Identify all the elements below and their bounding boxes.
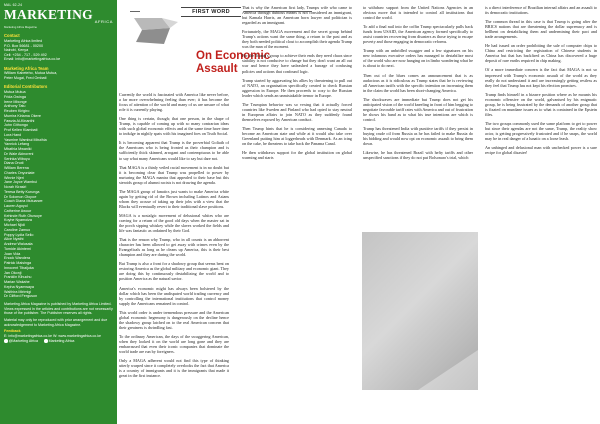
reproduction-note: Material may only be reproduced with prior arrangement and due acknowledgement to Marketing Africa Magazine.	[4, 318, 108, 327]
contact-line: P.O. Box 56681 - 00200	[4, 43, 44, 48]
magazine-logo: MARKETING	[4, 7, 93, 22]
body-paragraph: The Trumpian behavior was so vexing that it actually forced countries like Sweden and Finland who had opted to stay neutral in European affairs to join NATO as they suddenly found themselves exposed by American conduct.	[242, 101, 352, 122]
contributor-name: Teresa Betty Kurunga	[4, 189, 40, 194]
body-paragraph: To add a final nail into the coffin Trump spectacularly pulls back funds from USAID, the American agency formed specifically to assist countries recovering from disasters as those trying to escape poverty and those engaging in democratic reforms.	[363, 24, 473, 45]
body-paragraph: The shockwaves are immediate but Trump does not get his anticipated vision of the world kneeling in front of him begging to negotiate favorable tariff rates with America and out of frustration he shows his hand as to what his true intentions are which is control.	[363, 96, 473, 122]
team-line: Peter Mugai, Fred Ombati	[4, 75, 47, 80]
column-3	[363, 5, 473, 164]
contributor-name: Jane Joyce Wambui	[4, 180, 38, 185]
contributor-name: Irene Mbonge	[4, 99, 27, 104]
contributor-name: Franklin Kihuchu	[4, 275, 32, 280]
body-paragraph: is a direct interference of Brazilian internal affairs and an assault to its democratic institutions.	[485, 5, 597, 16]
feedback-contacts[interactable]: E: info@marketingafrica.co.ke W: www.marketingafrica.co.ke	[4, 333, 102, 338]
column-4	[485, 5, 597, 159]
contact-heading: Contact	[4, 33, 20, 38]
contributor-name: Alice Nyathi	[4, 237, 24, 242]
body-paragraph: He had issued an order prohibiting the sale of computer chips to China and restricting the registration of Chinese students in America but that has backfired as China has discovered a huge deposit of rare earths required in chip making.	[485, 43, 597, 64]
body-paragraph: Then out of the blues comes an announcement that is as audacious as it is ridiculous as Trump states that he is reviewing all American tariffs with the specific intention on increasing them in the claim the world has been short-changing America.	[363, 72, 473, 93]
contributor-name: Dr Solomon Olopoe	[4, 194, 37, 199]
contributor-name: Caroline Zamuo	[4, 227, 31, 232]
body-paragraph: Trump finds himself in a bizarre position where as he mounts his economic offensive on the world, galvanised by his enigmatic group, he is being frustrated by the demands of another group that is fixated on mundane issues as to what is contained in the Epstein files.	[485, 91, 597, 117]
contact-email[interactable]: Email: Info@marketingafrica.co.ke	[4, 57, 61, 62]
body-paragraph: That is the reason why Trump, who in all counts is an abhorrent character has been allowed to get away with crimes even by the Evangelicals as long as he cleans up America, this is their best champion and they are during the world.	[119, 237, 229, 258]
team-line: William Kabeteho, Mutua Mutua,	[4, 70, 58, 75]
twitter-icon	[4, 339, 8, 343]
contributor-name: Poppy Lydia Sello	[4, 232, 34, 237]
contributor-name: Jan Okonji	[4, 270, 22, 275]
body-paragraph: It is becoming apparent that Trump is the proverbial Goliath of the Americans who is being fronted as their champion and is sufficiently thick skinned, arrogant and contemptuous to be able to say what many Americans would like to say but dare not.	[119, 140, 229, 161]
body-paragraph: But Trump is also a front for a shadowy group that seems bent on restoring America as the global military and economic giant. They are doing this by continuously destabilizing the world and to position America as the natural savior.	[119, 261, 229, 282]
contact-block	[4, 39, 113, 62]
contributors-list	[4, 90, 113, 299]
body-paragraph: To the ordinary American, the days of the swaggering American, when they looked it on the world are long gone and they are embarrassed that even their iconic companies that dominate the world trade are run by foreigners.	[119, 333, 229, 355]
column-1	[119, 92, 229, 382]
contributor-name: John Githongo	[4, 123, 28, 128]
contributor-name: Kepha Nyamwaya	[4, 284, 34, 289]
contributor-name: Serinka Wiboyu	[4, 156, 30, 161]
contributor-name: Patrick Maisinga	[4, 261, 32, 266]
body-paragraph: MAGA is a nostalgic movement of delusional whites who are craving for a return of the good old days when the master sat in the porch sipping whiskey while the slaves worked the fields and life was fantastic as ordained by their God.	[119, 212, 229, 234]
contributor-name: William Berena	[4, 166, 29, 171]
issue-number: MAL 62-24	[4, 3, 23, 7]
contributor-name: Enock Wandera	[4, 256, 31, 261]
contributor-name: Norah Kirasiri	[4, 185, 27, 190]
section-banner	[181, 7, 241, 17]
contributor-name: Yasmine Wambui Mbuthia	[4, 137, 47, 142]
facebook-handle: Marketing Africa	[48, 339, 75, 343]
body-paragraph: Currently the world is fascinated with America like never before, a far more overwhelming feeling than ever; it has become the focus of attention of the world and many of us are unsure of what role it is currently playing.	[119, 92, 229, 113]
facebook-icon	[44, 339, 48, 343]
header-rule-left	[130, 11, 140, 12]
ad-fold	[418, 350, 478, 390]
contact-line: Nairobi, Kenya	[4, 48, 29, 53]
contributor-name: Catherine Awour	[4, 208, 32, 213]
magazine-tagline: Marketing Africa Magazine	[4, 25, 37, 29]
contributor-name: Waithira Mirimigi	[4, 289, 32, 294]
twitter-link[interactable]	[4, 339, 38, 343]
body-paragraph: Of a more immediate concern is the fact that MAGA is not so impressed with Trump's economic assault of the world as they really do not understand it and are increasingly getting restless as they feel that Trump has not kept his election promises.	[485, 67, 597, 88]
body-paragraph: For the Trump's group to achieve their ends they need chaos since stability is not conducive to change but they don't want an all out war and hence they have unleashed a barrage of confusing policies and actions that confound logic.	[242, 53, 352, 74]
contributor-name: Mutua Mutua	[4, 90, 26, 95]
contributor-name: Frida Owinga	[4, 94, 26, 99]
contributor-name: Joan Vida	[4, 251, 21, 256]
body-paragraph: Then Trump hints that he is considering annexing Canada to become an American state and while at it would also take over Greenland putting him at loggerheads with Denmark. As an icing on the cake, he threatens to take back the Panama Canal.	[242, 125, 352, 147]
article-title: On Economic Assault	[196, 50, 271, 75]
body-paragraph: That is why the American first lady, Trumps wife who came to America through dubious means is not considered an immigrant, but Kamala Harris, an American born lawyer and politician is regarded as an immigrant.	[242, 5, 352, 26]
contributor-name: Reuben Kirigiro	[4, 109, 30, 114]
body-paragraph: Trump started by aggravating his allies by threatening to pull out of NATO, an organisation specifically created to check Russian aggression in Europe. He then proceeds to cozy to the Russian leader which sends an unmistakable tremor in Europe.	[242, 77, 352, 98]
feedback-heading: Feedback	[4, 329, 21, 334]
section-label: FIRST WORD	[192, 9, 230, 15]
contributor-name: Prof Kellen Kiambati	[4, 128, 38, 133]
body-paragraph: That MAGA is a thinly veiled racial movement is in no doubt but it is becoming clear that Trump was propelled to power by nurturing the MAGA mantra that appealed to their base but this steroids group of alumni racists is not drawing the agenda.	[119, 164, 229, 185]
masthead-sidebar	[0, 0, 117, 424]
body-paragraph: America's economic might has always been bolstered by the dollar which has been the undisputed world trading currency and by controlling the international institutions that control money supply the Americans remained in control.	[119, 285, 229, 306]
contact-line: Marketing Africa limited	[4, 39, 43, 43]
contributor-name: Diana Onoti	[4, 161, 24, 166]
contributor-name: Mbathia Mwaniki	[4, 147, 32, 152]
body-paragraph: Only a MAGA adherent would not find this type of thinking utterly warped since it completely overlooks the fact that America is a country of immigrants and it is the immigrants that made it great in the first instance.	[119, 358, 229, 379]
body-paragraph: Likewise, he has threatened Brazil with hefty tariffs and other unspecified sanctions if they do not put Bolsonaro's trial, which	[363, 150, 473, 161]
contributor-name: Fawzia Al-Kinanthi	[4, 118, 35, 123]
contributor-name: Marian Wakahe	[4, 280, 30, 285]
social-links	[4, 339, 113, 343]
contributor-name: Lora Hand	[4, 132, 22, 137]
contact-line: Cell: +254 - 717 - 529 492	[4, 52, 47, 57]
twitter-handle: @Marketing Africa	[8, 339, 39, 343]
publisher-note: Marketing Africa Magazine is published by Marketing Africa Limited. Views expressed in the articles and contributions are not necessarily those of the publisher. The Publisher reserves all rights.	[4, 302, 113, 315]
contributor-name: Coach Diana Mutuarwe	[4, 199, 43, 204]
contributor-name: Yannick Lefang	[4, 142, 30, 147]
body-paragraph: The common thread in this case is that Trump is going after the BRICS nations that are threatening the dollar supremacy and is hellbent on destabilizing them and undermining their pact and trade arrangements.	[485, 19, 597, 40]
header-graphic-icon	[132, 16, 180, 46]
contributor-name: Anthony Tatu	[4, 104, 26, 109]
contributor-name: Dr Clifford Ferguson	[4, 294, 38, 299]
contributor-name: Winnie Njeri	[4, 175, 24, 180]
body-paragraph: Trump has threatened India with punitive tariffs if they persist in buying crude oil from Russia as he has failed to make Russia do his bidding and would now opt on economic assault to bring them down.	[363, 125, 473, 147]
body-paragraph: One thing is certain, though; that one person, in the shape of Trump, is capable of coming up with so many contrarian ideas with such global economic effects and at the same time have time to indulge in nightly spats with his imagined foes on Truth Social.	[119, 116, 229, 137]
body-paragraph: The two groups commonly used the same platform to get to power but since their agendas are not the same, Trump, the reality show actor, is getting progressively frustrated and if he snaps, the world may be in real danger of a lunatic on a loose leash.	[485, 120, 597, 142]
contributor-name: Andrew Walusala	[4, 242, 33, 247]
body-paragraph: He then withdraws support for the global institution on global warming and starts	[242, 150, 352, 161]
contributor-name: Kehinde Ruth Otuwoye	[4, 213, 42, 218]
body-paragraph: to withdraw support from the United Nations Agencies in an obvious move that is intended to control all institutions that control the world.	[363, 5, 473, 21]
magazine-logo-sub: AFRICA	[94, 19, 113, 24]
team-heading: Marketing Africa Team	[4, 65, 49, 71]
contributor-name: Michael Njidi	[4, 223, 25, 228]
contributor-name: Koyhe Nyamoiza	[4, 218, 32, 223]
body-paragraph: The MAGA group of fanatics just wants to make America white again by getting rid of the Brown including Latinos and Asians whom they accuse of taking up their jobs with a view that the Blacks will eventually revert to their traditional slave positions.	[119, 188, 229, 209]
contributor-name: Innocent Tibaijuka	[4, 265, 34, 270]
contributor-name: Mumira Kiriama Okere	[4, 113, 41, 118]
contributors-heading: Editorial Contributors	[4, 84, 48, 90]
facebook-link[interactable]	[44, 339, 74, 343]
body-paragraph: This world order is under tremendous pressure and the American global economic hegemony is dangerously on the decline hence the shadowy group latched on to the real American concern that their greatness is dwindling fast.	[119, 309, 229, 330]
body-paragraph: Fortunately, the MAGA movement and the secret group behind Trump's actions want the same thing, a return to the past and as they both needed political clout to accomplish their agenda Trump was the man of the moment.	[242, 29, 352, 50]
contributor-name: Lauren Agoyol	[4, 204, 28, 209]
contributor-name: Tomide Akintemi	[4, 246, 31, 251]
body-paragraph: Trump with an unbridled swagger and a few signatures on his new infamous executive orders has managed to destabilize most of the world who are now hanging on in limbo wondering what he is about to do next.	[363, 48, 473, 69]
ad-placeholder	[362, 232, 478, 390]
contributor-name: Dr Wale Akinoreni	[4, 151, 34, 156]
column-2	[242, 5, 352, 164]
contributor-name: Charles Onyoniate	[4, 170, 35, 175]
feedback-block	[4, 329, 113, 338]
body-paragraph: An unhinged and delusional man with unchecked power is a sure recipe for global disaster!	[485, 145, 597, 156]
